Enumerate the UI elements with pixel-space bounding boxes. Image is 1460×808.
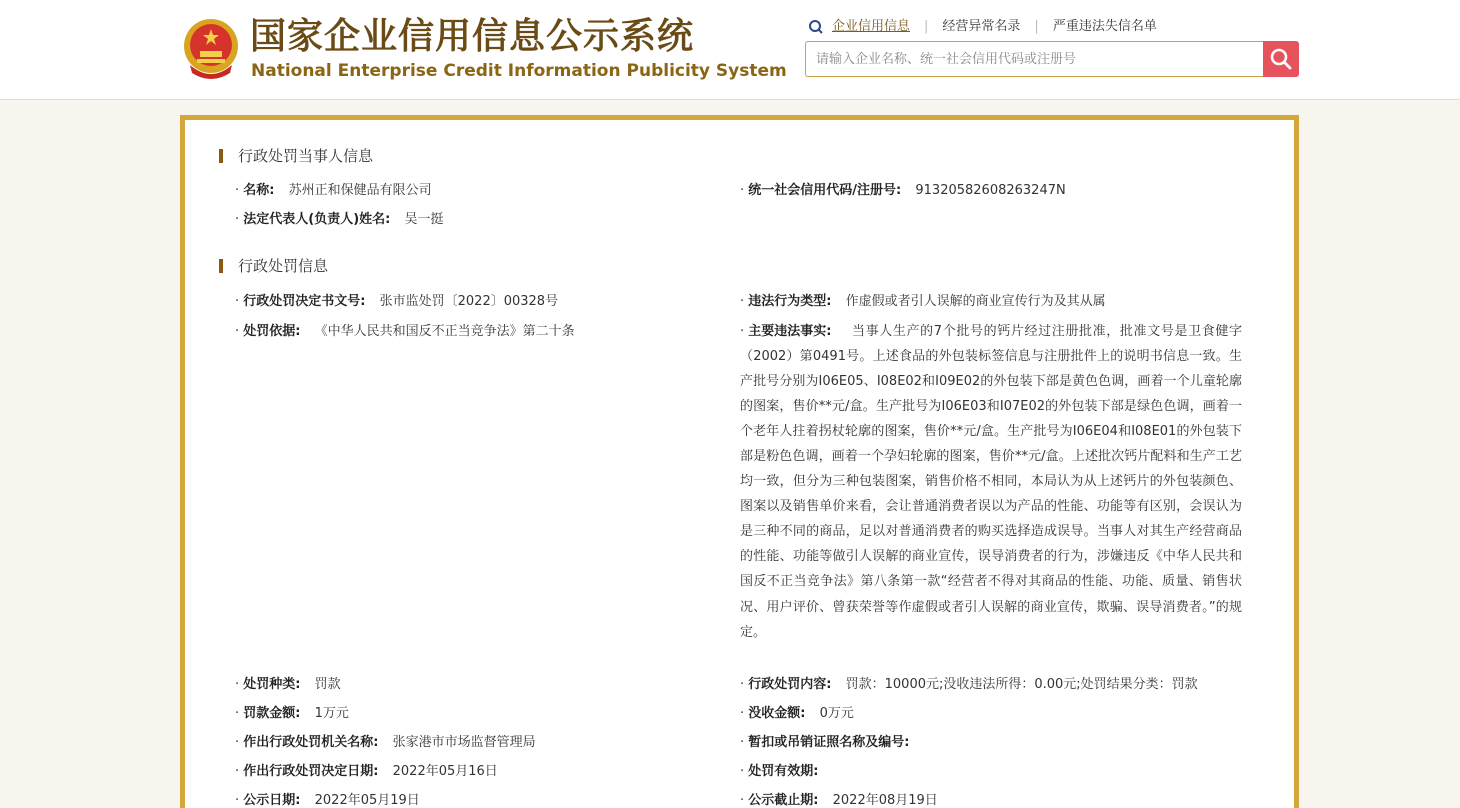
bullet: · — [740, 677, 745, 692]
field-basis — [235, 319, 575, 344]
field-value: 《中华人民共和国反不正当竞争法》第二十条 — [314, 324, 575, 339]
field-value: 张家港市市场监督管理局 — [392, 735, 536, 750]
bullet: · — [740, 735, 745, 750]
field-label: 没收金额: — [748, 706, 806, 721]
field-value: 91320582608263247N — [915, 183, 1066, 198]
top-nav — [808, 17, 1157, 37]
bullet: · — [235, 324, 240, 339]
nav-abnormal-list[interactable]: 经营异常名录 — [942, 19, 1021, 34]
site-header — [0, 0, 1460, 100]
bullet: · — [740, 183, 745, 198]
field-value: 苏州正和保健品有限公司 — [288, 183, 432, 198]
search-icon — [808, 17, 824, 37]
field-label: 处罚依据: — [243, 324, 301, 339]
bullet: · — [235, 706, 240, 721]
field-label: 名称: — [243, 183, 275, 198]
site-title-en: National Enterprise Credit Information Publicity System — [251, 61, 787, 81]
field-label: 行政处罚内容: — [748, 677, 832, 692]
field-label: 主要违法事实: — [748, 324, 832, 339]
national-emblem-icon — [182, 17, 240, 81]
bullet: · — [235, 735, 240, 750]
field-authority — [235, 730, 536, 755]
bullet: · — [235, 183, 240, 198]
penalty-detail-card — [180, 115, 1299, 808]
section-title-penalty: 行政处罚信息 — [238, 257, 329, 275]
section-bar — [219, 149, 223, 163]
field-label: 处罚种类: — [243, 677, 301, 692]
field-label: 作出行政处罚决定日期: — [243, 764, 379, 779]
field-violation-type — [740, 289, 1106, 314]
field-value: 2022年05月16日 — [392, 764, 498, 779]
search-button[interactable] — [1263, 41, 1299, 77]
field-label: 法定代表人(负责人)姓名: — [243, 212, 391, 227]
field-value: 2022年08月19日 — [832, 793, 938, 808]
field-penalty-content — [740, 672, 1198, 697]
field-value: 罚款：10000元;没收违法所得：0.00元;处罚结果分类：罚款 — [845, 677, 1198, 692]
search-input[interactable] — [805, 41, 1263, 77]
nav-separator: | — [1034, 19, 1039, 34]
bullet: · — [235, 212, 240, 227]
field-label: 罚款金额: — [243, 706, 301, 721]
field-label: 行政处罚决定书文号: — [243, 294, 366, 309]
field-decision-date — [235, 759, 498, 784]
field-value: 罚款 — [314, 677, 341, 692]
nav-separator: | — [924, 19, 929, 34]
bullet: · — [740, 294, 745, 309]
field-value: 作虚假或者引人误解的商业宣传行为及其从属 — [845, 294, 1106, 309]
field-label: 处罚有效期: — [748, 764, 819, 779]
bullet: · — [740, 706, 745, 721]
bullet: · — [740, 324, 745, 339]
bullet: · — [740, 793, 745, 808]
bullet: · — [235, 764, 240, 779]
field-confiscation — [740, 701, 854, 726]
field-value: 0万元 — [819, 706, 854, 721]
site-title-cn: 国家企业信用信息公示系统 — [250, 16, 695, 57]
field-label: 违法行为类型: — [748, 294, 832, 309]
field-penalty-type — [235, 672, 341, 697]
field-credit-code — [740, 178, 1066, 203]
bullet: · — [235, 677, 240, 692]
field-publish-date — [235, 788, 420, 808]
field-value: 吴一挺 — [404, 212, 444, 227]
field-fine-amount — [235, 701, 349, 726]
field-decision-no — [235, 289, 558, 314]
nav-credit-info[interactable]: 企业信用信息 — [832, 19, 911, 34]
nav-blacklist[interactable]: 严重违法失信名单 — [1052, 19, 1157, 34]
field-label: 作出行政处罚机关名称: — [243, 735, 379, 750]
section-bar — [219, 259, 223, 273]
section-title-party: 行政处罚当事人信息 — [238, 147, 374, 165]
field-value: 张市监处罚〔2022〕00328号 — [379, 294, 559, 309]
field-value: 1万元 — [314, 706, 349, 721]
field-publish-end — [740, 788, 938, 808]
field-label: 公示截止期: — [748, 793, 819, 808]
field-legal-rep — [235, 207, 444, 232]
field-value: 2022年05月19日 — [314, 793, 420, 808]
bullet: · — [740, 764, 745, 779]
field-name — [235, 178, 432, 203]
bullet: · — [235, 793, 240, 808]
field-label: 统一社会信用代码/注册号: — [748, 183, 902, 198]
field-license — [740, 730, 919, 755]
field-label: 暂扣或吊销证照名称及编号: — [748, 735, 910, 750]
field-validity — [740, 759, 828, 784]
field-facts-value: 当事人生产的7个批号的钙片经过注册批准，批准文号是卫食健字（2002）第0491号。上述食品的外包装标签信息与注册批件上的说明书信息一致。生产批号分别为I06E05、I08E02和I09E02的外包装下部是黄色色调，画着一个儿童轮廓的图案，售价**元/盒。生产批号为I06E03和I07E02的外包装下部是绿色色调，画着一个老年人拄着拐杖轮廓的图案，售价**元/盒。生产批号为I06E04和I08E01的外包装下部是粉色色调，画着一个孕妇轮廓的图案，售价**元/盒。上述批次钙片配料和生产工艺均一致，但分为三种包装图案，销售价格不相同，本局认为从上述钙片的外包装颜色、图案以及销售单价来看，会让普通消费者误以为产品的性能、功能等有区别，会误认为是三种不同的商品，足以对普通消费者的购买选择造成误导。当事人对其生产经营商品的性能、功能等做引人误解的商业宣传，误导消费者的行为，涉嫌违反《中华人民共和国反不正当竞争法》第八条第一款“经营者不得对其商品的性能、功能、质量、销售状况、用户评价、曾获荣誉等作虚假或者引人误解的商业宣传，欺骗、误导消费者。”的规定。 — [740, 324, 1242, 640]
magnifier-icon — [1269, 47, 1293, 71]
field-label: 公示日期: — [243, 793, 301, 808]
bullet: · — [235, 294, 240, 309]
